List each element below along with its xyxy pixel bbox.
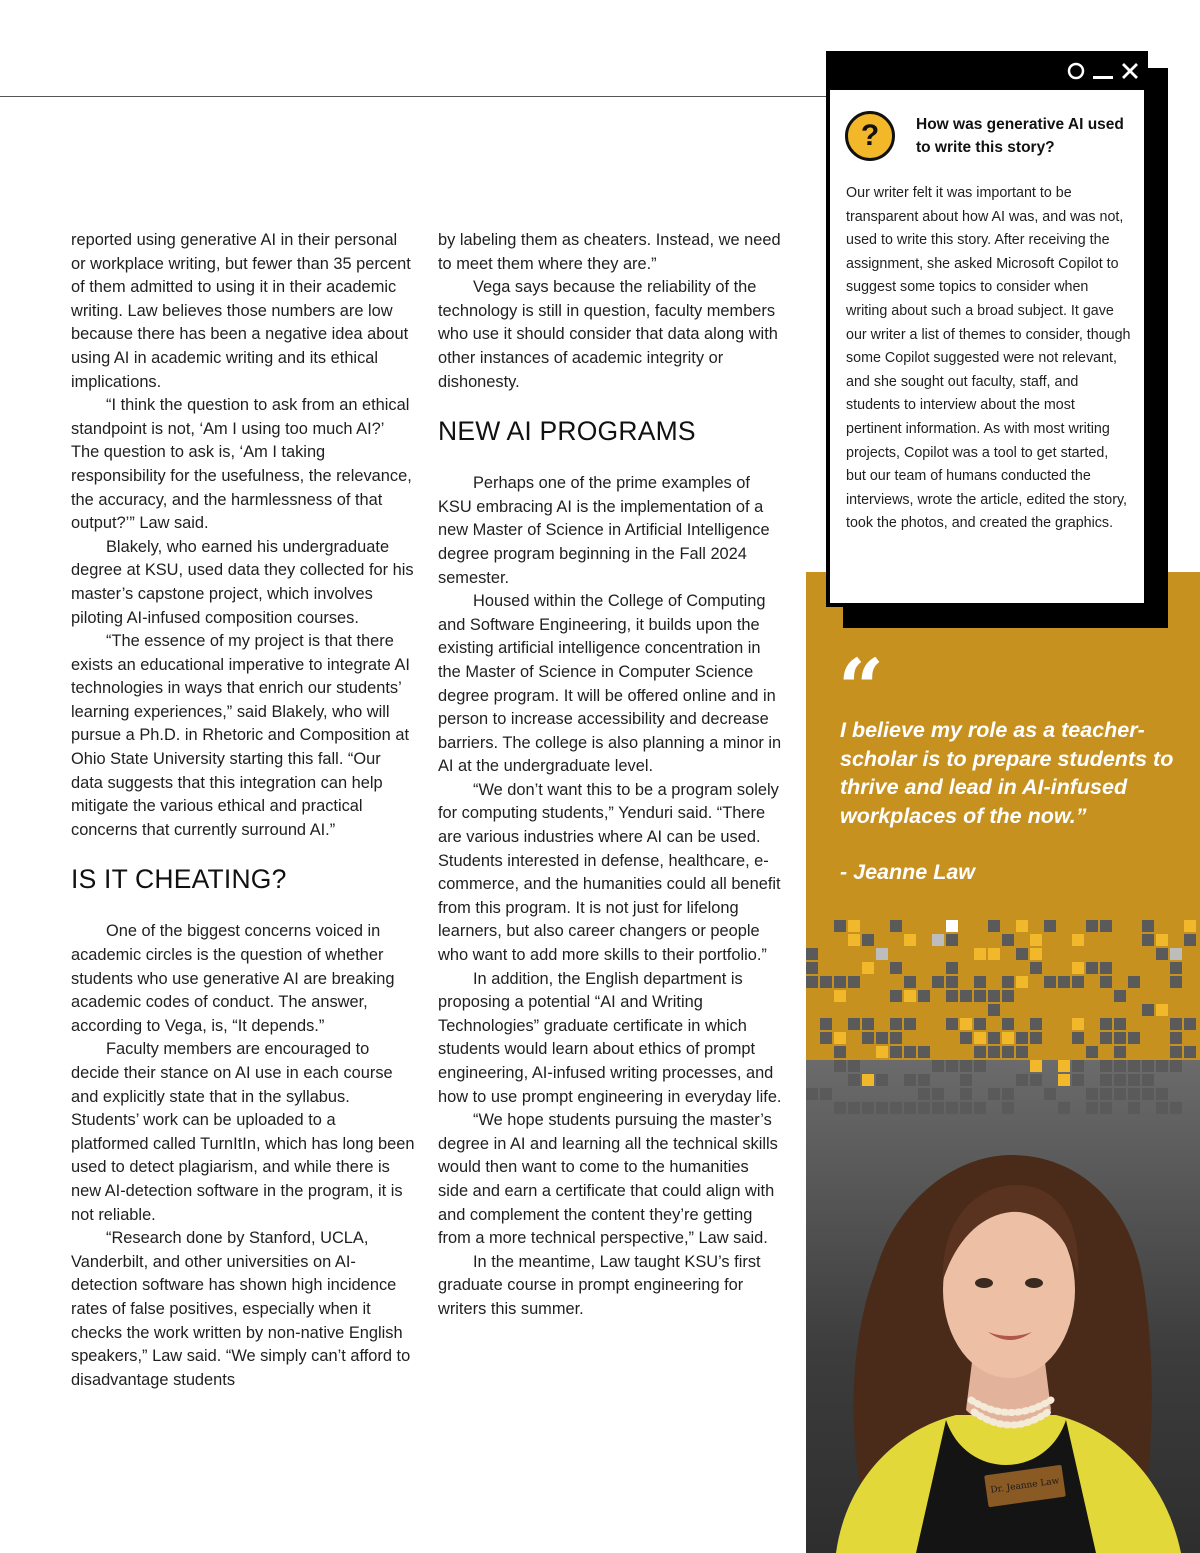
- paragraph: One of the biggest concerns voiced in academic circles is the question of whether students who use generative AI are breaking academic codes of conduct. The answer, according to Vega, is, “It depends.”: [71, 922, 395, 1035]
- circle-icon[interactable]: [1066, 61, 1086, 81]
- paragraph: reported using generative AI in their personal or workplace writing, but fewer than 35 percent of them admitted to using it in their academic writing. Law believes those numbers are low because there has been a negative idea about using AI in academic writing and its ethical implications.: [71, 231, 411, 391]
- sidebar-body: Our writer felt it was important to be transparent about how AI was, and was not, used to write this story. After receiving the assignment, she asked Microsoft Copilot to suggest some topics to consider when writing about such a broad subject. It gave our writer a list of themes to consider, though some Copilot suggested were not relevant, and she sought out faculty, staff, and students to interview about the most pertinent information. As with most writing projects, Copilot was a tool to get started, but our team of humans conducted the interviews, wrote the article, edited the story, took the photos, and created the graphics.: [846, 185, 1131, 532]
- quote-mark-icon: “: [838, 641, 885, 735]
- paragraph: Housed within the College of Computing and Software Engineering, it builds upon the existing artificial intelligence concentration in the Master of Science in Computer Science degree program. It will be offered online and in person to increase accessibility and decrease barriers. The college is also planning a minor in AI at the undergraduate level.: [438, 592, 782, 776]
- pull-quote-author: - Jeanne Law: [840, 860, 976, 884]
- header-rule: [0, 96, 826, 97]
- close-icon[interactable]: [1120, 61, 1140, 81]
- paragraph: “Research done by Stanford, UCLA, Vanderbilt, and other universities on AI-detection software has shown high incidence rates of false positives, especially when it checks the work written by non-native English speakers,” Law said. “We simply can’t afford to disadvantage students: [71, 1229, 411, 1389]
- pull-quote-text: I believe my role as a teacher-scholar is to prepare students to thrive and lead in AI-infused workplaces of the now.”: [840, 718, 1174, 828]
- section-heading: IS IT CHEATING?: [71, 864, 287, 895]
- question-glyph: ?: [860, 119, 880, 152]
- article-column-middle: [438, 229, 783, 1322]
- paragraph: “We hope students pursuing the master’s degree in AI and learning all the technical skills would then want to come to the humanities side and earn a certificate that could align with and complement the content they’re getting from a more technical perspective,” Law said.: [438, 1111, 778, 1248]
- name-badge-text: Dr. Jeanne Law: [989, 1476, 1061, 1496]
- paragraph: “I think the question to ask from an ethical standpoint is not, ‘Am I using too much AI?’ The question to ask is, ‘Am I taking responsibility for the usefulness, the relevance, the accuracy, and the harmlessness of that output?’” Law said.: [71, 396, 412, 533]
- paragraph: Blakely, who earned his undergraduate degree at KSU, used data they collected for his master’s capstone project, which involves piloting AI-infused composition courses.: [71, 537, 414, 627]
- question-mark-icon: [845, 111, 895, 161]
- paragraph: Faculty members are encouraged to decide their stance on AI use in each course and explicitly state that in the syllabus. Students’ work can be uploaded to a platformed called TurnItIn, which has long been used to detect plagiarism, and while there is new AI-detection software in the program, it is not reliable.: [71, 1040, 415, 1224]
- minimize-icon[interactable]: [1092, 61, 1114, 81]
- paragraph: In addition, the English department is proposing a potential “AI and Writing Technologies” graduate certificate in which students would learn about ethics of prompt engineering, AI-infused writing processes, and how to use prompt engineering in everyday life.: [438, 969, 782, 1106]
- paragraph: Perhaps one of the prime examples of KSU embracing AI is the implementation of a new Master of Science in Artificial Intelligence degree program beginning in the Fall 2024 semester.: [438, 474, 770, 587]
- article-column-left: [71, 229, 416, 1392]
- sidebar-title: How was generative AI used to write this story?: [916, 116, 1124, 156]
- paragraph: In the meantime, Law taught KSU’s first graduate course in prompt engineering for writers this summer.: [438, 1252, 761, 1318]
- paragraph: “We don’t want this to be a program solely for computing students,” Yenduri said. “There are various industries where AI can be used. Students interested in defense, healthcare, e-commerce, and the humanities could all benefit from this program. It is not just for lifelong learners, but also career changers or people who want to add more skills to their portfolio.”: [438, 780, 781, 965]
- section-heading: NEW AI PROGRAMS: [438, 416, 696, 447]
- paragraph: Vega says because the reliability of the technology is still in question, faculty members who use it should consider that data along with other instances of academic integrity or dishonesty.: [438, 278, 778, 391]
- window-controls: [1066, 61, 1140, 81]
- paragraph: by labeling them as cheaters. Instead, we need to meet them where they are.”: [438, 231, 781, 273]
- paragraph: “The essence of my project is that there exists an educational imperative to integrate AI technologies in ways that enrich our students’ learning experiences,” said Blakely, who will pursue a Ph.D. in Rhetoric and Composition at Ohio State University starting this fall. “Our data suggests that this integration can help mitigate the various ethical and practical concerns that currently surround AI.”: [71, 632, 410, 839]
- portrait-photo: [806, 1100, 1200, 1553]
